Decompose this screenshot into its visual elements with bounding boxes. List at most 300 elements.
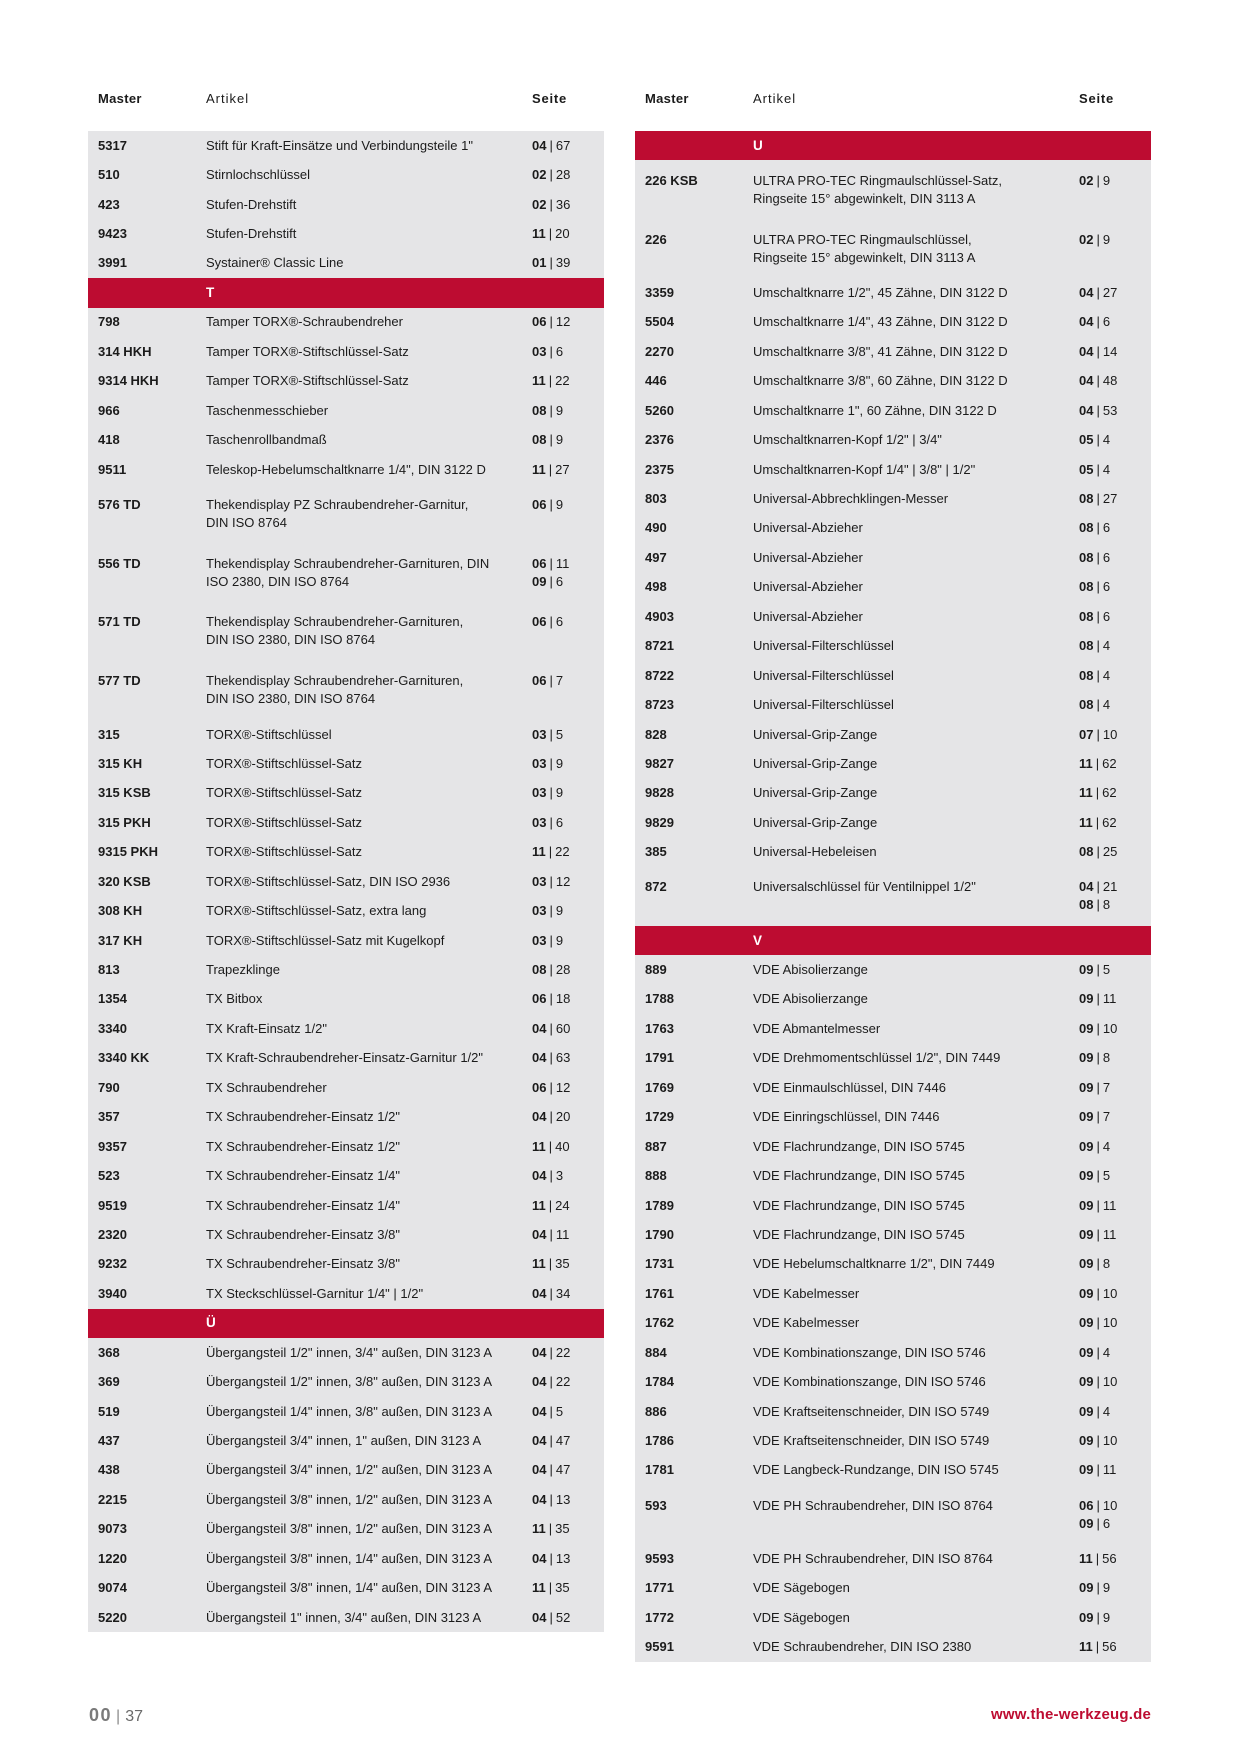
page-separator: | [1096, 231, 1100, 247]
page-chapter: 03 [532, 755, 547, 771]
page-separator: | [1096, 1168, 1100, 1184]
section-band [88, 1309, 604, 1338]
row-content [88, 372, 604, 390]
article-name: Thekendisplay Schraubendreher-Garnituren, DIN ISO 2380, DIN ISO 8764 [206, 555, 490, 589]
page-separator: | [549, 496, 553, 512]
article-name: VDE Einmaulschlüssel, DIN 7446 [753, 1079, 946, 1095]
row-content [88, 1403, 604, 1421]
table-row [635, 367, 1151, 396]
table-row [88, 808, 604, 837]
page-ref [1079, 878, 1151, 896]
article-name: VDE Drehmomentschlüssel 1/2", DIN 7449 [753, 1050, 1001, 1066]
page-chapter: 11 [532, 844, 546, 860]
page-ref [532, 1020, 604, 1038]
master-number: 1761 [645, 1285, 674, 1301]
page-separator: | [549, 1226, 553, 1242]
page-chapter: 09 [1079, 962, 1094, 978]
table-row [635, 602, 1151, 631]
article-name: Umschaltknarre 1/4", 43 Zähne, DIN 3122 D [753, 314, 1008, 330]
row-content [88, 496, 604, 532]
page-refs [1079, 431, 1151, 449]
page-ref [532, 402, 604, 420]
page-chapter: 04 [532, 1550, 547, 1566]
page-ref [1079, 372, 1151, 390]
row-content [635, 372, 1151, 390]
table-row [88, 1397, 604, 1426]
section-band [635, 926, 1151, 955]
master-number: 813 [98, 962, 120, 978]
page-chapter: 04 [1079, 284, 1094, 300]
page-ref [1079, 896, 1151, 914]
article-name: Universal-Abzieher [753, 520, 863, 536]
page-number: 7 [1102, 1079, 1111, 1095]
page-separator: | [1096, 962, 1100, 978]
article-name: Systainer® Classic Line [206, 255, 344, 271]
master-number: 9828 [645, 785, 674, 801]
table-row [635, 484, 1151, 513]
master-number: 226 KSB [645, 172, 698, 188]
table-row [635, 985, 1151, 1014]
master-number: 5504 [645, 314, 674, 330]
page-separator: | [1096, 1020, 1100, 1036]
page-number: 22 [555, 1374, 571, 1390]
page-refs [532, 1020, 604, 1038]
page-refs [532, 225, 604, 243]
article-name: VDE Einringschlüssel, DIN 7446 [753, 1109, 940, 1125]
page-separator: | [549, 614, 553, 630]
page-number: 10 [1102, 1285, 1118, 1301]
table-row [635, 838, 1151, 867]
page-number: 22 [555, 373, 570, 389]
page-separator: | [549, 255, 553, 271]
row-content [88, 1491, 604, 1509]
row-content [635, 696, 1151, 714]
article-name: VDE Kabelmesser [753, 1315, 860, 1331]
table-row [88, 749, 604, 778]
page-ref [1079, 284, 1151, 302]
master-number: 368 [98, 1344, 120, 1360]
page-refs [1079, 1609, 1151, 1627]
table-row [635, 955, 1151, 984]
article-name: TX Schraubendreher-Einsatz 1/4" [206, 1168, 400, 1184]
row-content [635, 1020, 1151, 1038]
page-chapter: 06 [532, 673, 547, 689]
article-name: VDE Schraubendreher, DIN ISO 2380 [753, 1639, 972, 1655]
page-refs [532, 1108, 604, 1126]
page-chapter: 03 [532, 814, 547, 830]
page-refs [532, 196, 604, 214]
table-row [635, 337, 1151, 366]
page-number: 9 [555, 402, 564, 418]
row-content [88, 313, 604, 331]
page-ref [1079, 696, 1151, 714]
master-number: 872 [645, 879, 667, 895]
page-chapter: 06 [532, 314, 547, 330]
page-number: 11 [555, 1226, 570, 1242]
page-separator: | [1095, 785, 1100, 801]
page-chapter: 09 [1079, 1462, 1094, 1478]
page-ref [532, 372, 604, 390]
page-ref [532, 961, 604, 979]
master-number: 9315 PKH [98, 844, 158, 860]
page-chapter: 11 [532, 1138, 546, 1154]
table-row [88, 955, 604, 984]
page-number: 9 [555, 903, 564, 919]
page-separator: | [1096, 343, 1100, 359]
page-chapter: 09 [1079, 1315, 1094, 1331]
page-refs [532, 1197, 604, 1215]
table-row [88, 985, 604, 1014]
article-name: Universal-Grip-Zange [753, 785, 878, 801]
article-name: VDE Sägebogen [753, 1580, 850, 1596]
table-row [635, 1073, 1151, 1102]
page-number: 6 [1102, 579, 1111, 595]
page-number: 6 [555, 814, 564, 830]
section-letter: U [753, 137, 763, 153]
master-number: 9423 [98, 226, 127, 242]
page-ref [1079, 461, 1151, 479]
article-name: TX Kraft-Schraubendreher-Einsatz-Garnitur 1/2" [206, 1050, 484, 1066]
row-content [88, 1520, 604, 1538]
page-chapter: 06 [532, 555, 547, 571]
page-separator: | [549, 1609, 553, 1625]
article-name: Übergangsteil 1" innen, 3/4" außen, DIN 3123 A [206, 1609, 482, 1625]
row-content [88, 932, 604, 950]
table-row [88, 1544, 604, 1573]
page-number: 8 [1102, 897, 1111, 913]
page-number: 9 [555, 755, 564, 771]
table-row [88, 1515, 604, 1544]
table-row [88, 425, 604, 454]
page-separator: | [549, 755, 553, 771]
page-refs [532, 372, 604, 390]
page-refs [532, 1550, 604, 1568]
page-refs [532, 902, 604, 920]
page-ref [1079, 519, 1151, 537]
page-number: 35 [555, 1256, 570, 1272]
article-name: Übergangsteil 3/8" innen, 1/2" außen, DIN 3123 A [206, 1491, 493, 1507]
page-chapter: 08 [532, 432, 547, 448]
page-ref [532, 1373, 604, 1391]
row-content [88, 672, 604, 708]
page-chapter: 04 [1079, 373, 1094, 389]
page-ref [1079, 814, 1151, 832]
article-name: Universal-Grip-Zange [753, 726, 878, 742]
page-number: 10 [1102, 1497, 1118, 1513]
page-separator: | [549, 167, 553, 183]
page-separator: | [549, 1168, 553, 1184]
page-number: 56 [1102, 1639, 1117, 1655]
master-number: 1789 [645, 1197, 674, 1213]
page-ref [1079, 1550, 1151, 1568]
row-content [88, 873, 604, 891]
table-row [635, 160, 1151, 219]
row-content [88, 196, 604, 214]
page-number: 14 [1102, 343, 1118, 359]
page-number: 10 [1102, 1315, 1118, 1331]
page-ref [532, 902, 604, 920]
page-number: 62 [1102, 755, 1117, 771]
row-content [88, 990, 604, 1008]
table-row [88, 1279, 604, 1308]
page-ref [532, 1049, 604, 1067]
page-separator: | [549, 1285, 553, 1301]
row-content [635, 784, 1151, 802]
page-ref [532, 1079, 604, 1097]
page-refs [532, 873, 604, 891]
page-ref [532, 196, 604, 214]
page-refs [532, 1226, 604, 1244]
master-number: 418 [98, 432, 120, 448]
master-number: 571 TD [98, 614, 141, 630]
page-separator: | [549, 1462, 553, 1478]
page-refs [532, 843, 604, 861]
table-row [635, 1456, 1151, 1485]
row-content [635, 637, 1151, 655]
page-ref [532, 1579, 604, 1597]
page-number: 6 [555, 614, 564, 630]
page-separator: | [549, 137, 553, 153]
master-number: 315 KSB [98, 785, 151, 801]
article-name: VDE Flachrundzange, DIN ISO 5745 [753, 1226, 965, 1242]
header-page: Seite [1079, 91, 1115, 106]
page-separator: | [1096, 1197, 1100, 1213]
header-article: Artikel [206, 91, 250, 106]
article-name: TX Schraubendreher-Einsatz 3/8" [206, 1256, 400, 1272]
page-separator: | [549, 1403, 553, 1419]
page-separator: | [548, 226, 553, 242]
page-ref [532, 461, 604, 479]
table-row [635, 690, 1151, 719]
page-ref [532, 137, 604, 155]
page-number: 7 [555, 673, 564, 689]
article-name: TORX®-Stiftschlüssel-Satz [206, 844, 362, 860]
master-number: 888 [645, 1168, 667, 1184]
master-number: 8721 [645, 638, 674, 654]
page-separator: | [1096, 1497, 1100, 1513]
page-number: 11 [1102, 1226, 1117, 1242]
table-row [635, 1309, 1151, 1338]
master-number: 9519 [98, 1197, 127, 1213]
page-refs [1079, 1020, 1151, 1038]
page-number: 13 [555, 1550, 571, 1566]
page-number: 39 [555, 255, 571, 271]
row-content [635, 1344, 1151, 1362]
page-separator: | [1096, 1109, 1100, 1125]
page-refs [1079, 961, 1151, 979]
row-content [88, 1461, 604, 1479]
row-content [635, 284, 1151, 302]
page-number: 9 [555, 932, 564, 948]
master-number: 1786 [645, 1433, 674, 1449]
master-number: 884 [645, 1344, 667, 1360]
article-name: Universal-Filterschlüssel [753, 697, 894, 713]
page-number: 7 [1102, 1109, 1111, 1125]
page-separator: | [1096, 1285, 1100, 1301]
page-number: 6 [555, 573, 564, 589]
master-number: 1791 [645, 1050, 674, 1066]
page-ref [1079, 490, 1151, 508]
row-content [635, 608, 1151, 626]
table-row [635, 278, 1151, 307]
website-link[interactable]: www.the-werkzeug.de [991, 1706, 1151, 1723]
page-number: 6 [1102, 314, 1111, 330]
page-ref [1079, 990, 1151, 1008]
page-number: 4 [1102, 697, 1111, 713]
master-number: 490 [645, 520, 667, 536]
table-row [635, 1338, 1151, 1367]
page-number: 27 [555, 461, 570, 477]
page-refs [532, 1609, 604, 1627]
row-content [88, 1579, 604, 1597]
master-number: 1354 [98, 991, 127, 1007]
page-number: 21 [1102, 879, 1118, 895]
article-name: VDE Kombinationszange, DIN ISO 5746 [753, 1344, 986, 1360]
page-chapter: 05 [1079, 432, 1094, 448]
page-chapter: 11 [1079, 785, 1093, 801]
article-name: TORX®-Stiftschlüssel-Satz [206, 814, 362, 830]
page-chapter: 04 [1079, 879, 1094, 895]
page-ref [532, 873, 604, 891]
page-chapter: 09 [1079, 1050, 1094, 1066]
table-row [88, 455, 604, 484]
article-name: Stirnlochschlüssel [206, 167, 311, 183]
page-chapter: 04 [532, 1609, 547, 1625]
page-number: 47 [555, 1462, 571, 1478]
page-ref [532, 254, 604, 272]
page-separator: | [549, 196, 553, 212]
page-ref [1079, 726, 1151, 744]
table-row [635, 1220, 1151, 1249]
master-number: 9593 [645, 1550, 674, 1566]
article-name: ULTRA PRO-TEC Ringmaulschlüssel, Ringseite 15° abgewinkelt, DIN 3113 A [753, 231, 976, 265]
page-ref [532, 843, 604, 861]
page-number: 13 [555, 1491, 571, 1507]
page-refs [1079, 843, 1151, 861]
page-refs [1079, 814, 1151, 832]
row-content [635, 1579, 1151, 1597]
row-content [635, 961, 1151, 979]
page-refs [532, 1432, 604, 1450]
row-content [635, 726, 1151, 744]
page-refs [1079, 1197, 1151, 1215]
master-number: 510 [98, 167, 120, 183]
page-separator: | [1096, 844, 1100, 860]
table-row [635, 219, 1151, 278]
page-ref [532, 225, 604, 243]
table-row [635, 661, 1151, 690]
row-content [635, 1285, 1151, 1303]
table-row [88, 249, 604, 278]
master-number: 315 PKH [98, 814, 151, 830]
page-ref [1079, 1108, 1151, 1126]
page-ref [532, 1255, 604, 1273]
page-chapter: 09 [1079, 1109, 1094, 1125]
page-number: 4 [1102, 461, 1111, 477]
page-refs [532, 1138, 604, 1156]
table-row [88, 926, 604, 955]
article-name: TORX®-Stiftschlüssel-Satz [206, 755, 362, 771]
master-number: 9314 HKH [98, 373, 159, 389]
page-separator: | [1096, 491, 1100, 506]
page-ref [532, 1432, 604, 1450]
page-number: 6 [1102, 549, 1111, 565]
page-chapter: 04 [532, 1374, 547, 1390]
page-number: 56 [1102, 1550, 1117, 1566]
table-row [88, 1220, 604, 1249]
row-content [88, 755, 604, 773]
page-number: 10 [1102, 1374, 1118, 1390]
article-name: VDE Hebelumschaltknarre 1/2", DIN 7449 [753, 1256, 995, 1272]
page-separator: | [1096, 520, 1100, 536]
article-name: TORX®-Stiftschlüssel-Satz, extra lang [206, 903, 427, 919]
master-number: 314 HKH [98, 343, 152, 359]
article-name: Übergangsteil 3/8" innen, 1/2" außen, DIN 3123 A [206, 1521, 493, 1537]
page-number: 12 [555, 314, 571, 330]
page-separator: | [1096, 638, 1100, 654]
page-chapter: 06 [532, 614, 547, 630]
page-ref [1079, 1226, 1151, 1244]
page-chapter: 09 [1079, 1403, 1094, 1419]
master-number: 3991 [98, 255, 127, 271]
page-number: 48 [1102, 373, 1118, 389]
table-row [88, 367, 604, 396]
page-chapter: 09 [1079, 1433, 1094, 1449]
master-number: 423 [98, 196, 120, 212]
page-separator: | [1096, 697, 1100, 713]
row-content [635, 1373, 1151, 1391]
table-row [88, 867, 604, 896]
page-number: 4 [1102, 1344, 1111, 1360]
master-number: 8723 [645, 697, 674, 713]
master-number: 1772 [645, 1609, 674, 1625]
page-separator: | [1096, 579, 1100, 595]
row-content [635, 1167, 1151, 1185]
page-number: 3 [555, 1168, 564, 1184]
page-number: 28 [555, 167, 571, 183]
page-ref [1079, 1314, 1151, 1332]
page-ref [1079, 1079, 1151, 1097]
master-number: 1781 [645, 1462, 674, 1478]
page-separator: | [549, 932, 553, 948]
row-content [88, 902, 604, 920]
section-letter: Ü [206, 1315, 216, 1331]
table-row [635, 1014, 1151, 1043]
table-row [88, 396, 604, 425]
page-refs [1079, 372, 1151, 390]
page-separator: | [1096, 1315, 1100, 1331]
page-refs [1079, 231, 1151, 249]
page-chapter: 09 [1079, 1079, 1094, 1095]
row-content [635, 1432, 1151, 1450]
page-chapter: 11 [532, 1580, 546, 1596]
article-name: VDE Flachrundzange, DIN ISO 5745 [753, 1138, 965, 1154]
page-separator: | [1096, 726, 1100, 742]
table-row [635, 1191, 1151, 1220]
page-separator: | [1095, 814, 1100, 830]
row-content [88, 1373, 604, 1391]
table-row [635, 396, 1151, 425]
page-refs [532, 755, 604, 773]
page-ref [1079, 313, 1151, 331]
master-number: 3359 [645, 284, 674, 300]
row-content [88, 461, 604, 479]
page-number: 35 [555, 1580, 570, 1596]
page-chapter: 04 [1079, 402, 1094, 418]
page-number: 10 [1102, 1433, 1118, 1449]
page-separator: | [549, 673, 553, 689]
page-separator: | [549, 962, 553, 978]
